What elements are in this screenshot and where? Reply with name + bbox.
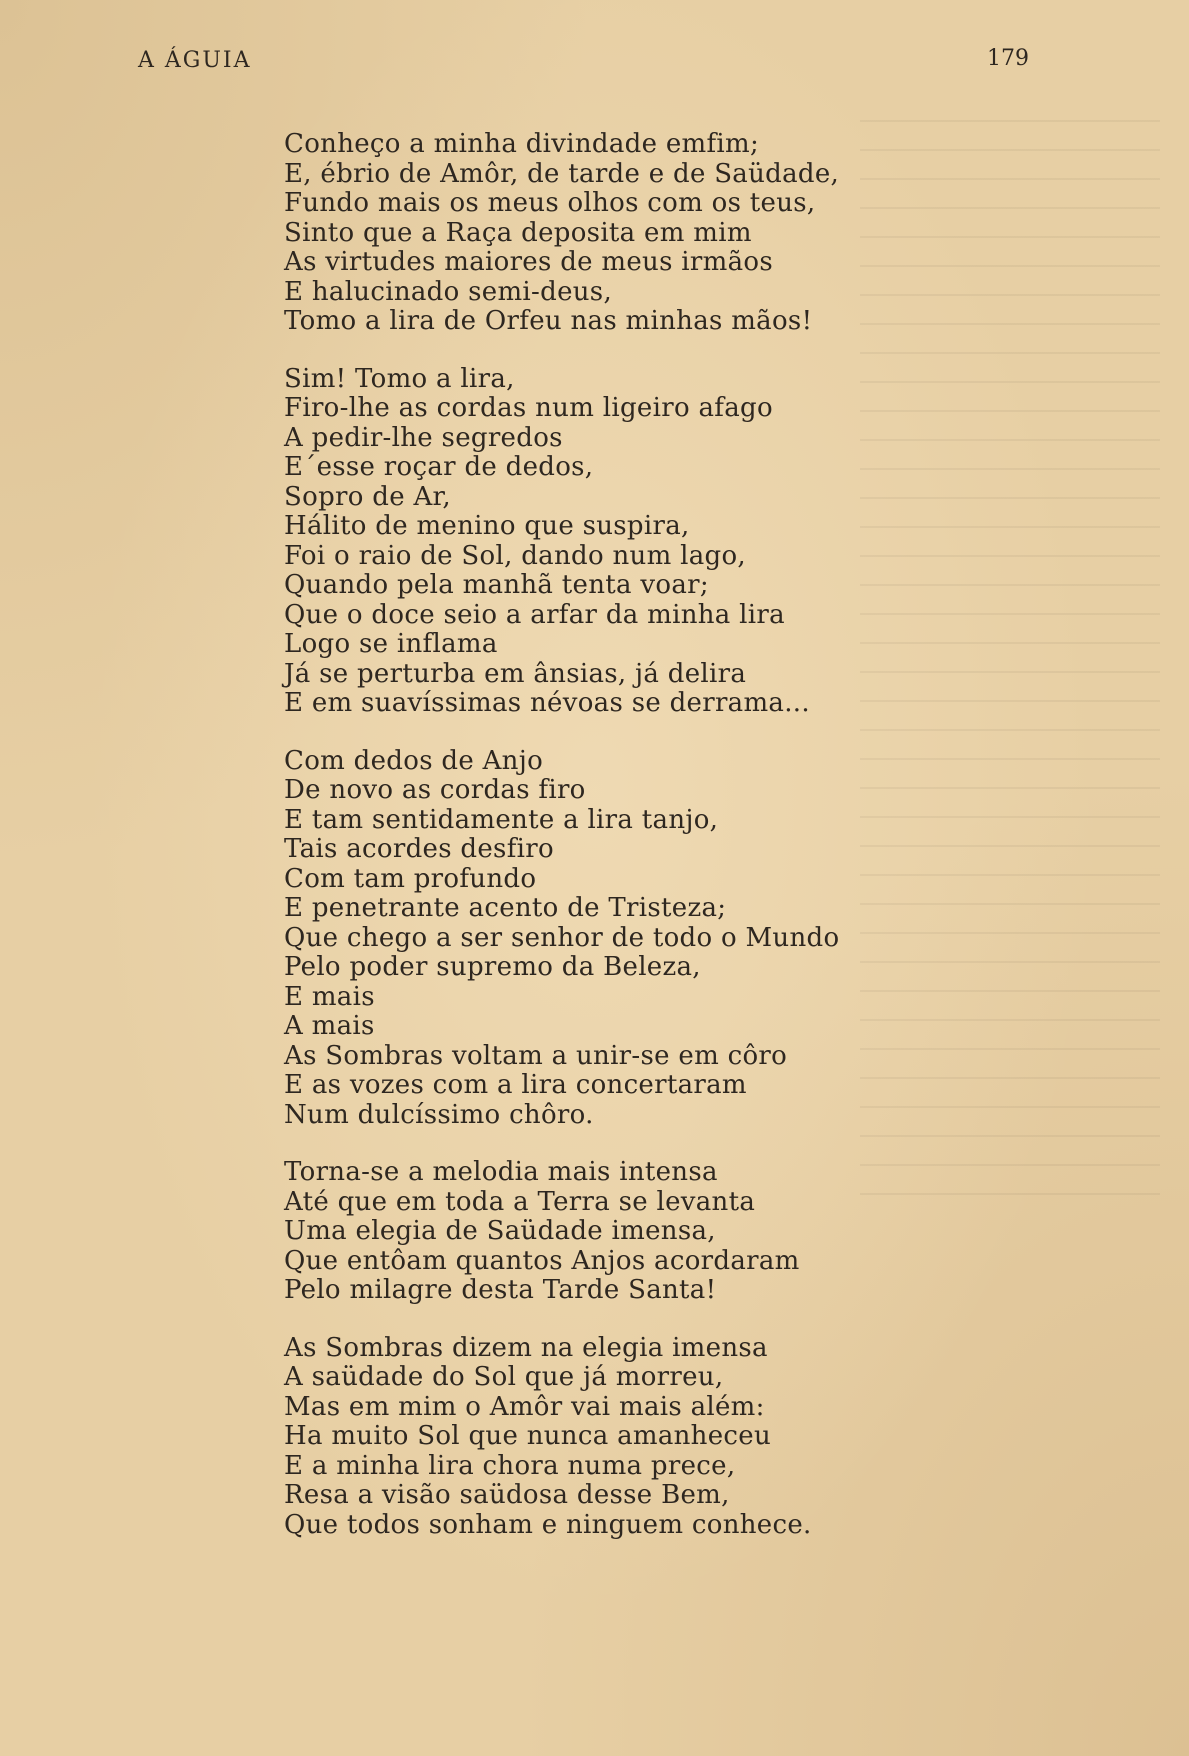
poem-line: De novo as cordas firo [284, 775, 586, 805]
poem-line: Que todos sonham e ninguem conhece. [284, 1509, 812, 1540]
poem-line: A mais [284, 1011, 375, 1041]
poem-line: Conheço a minha divindade emfim; [284, 129, 760, 159]
poem-line: E em suavíssimas névoas se derrama... [284, 688, 810, 718]
poem-line: Firo-lhe as cordas num ligeiro afago [284, 393, 773, 423]
poem-line: Que chego a ser senhor de todo o Mundo [284, 922, 840, 953]
poem-line: Uma elegia de Saüdade imensa, [284, 1216, 716, 1246]
poem-line: Que entôam quantos Anjos acordaram [284, 1245, 800, 1276]
poem-line: Foi o raio de Sol, dando num lago, [284, 540, 746, 571]
poem-line: As Sombras dizem na elegia imensa [284, 1332, 768, 1363]
poem-line: E as vozes com a lira concertaram [284, 1070, 747, 1100]
poem-line: As Sombras voltam a unir-se em côro [284, 1040, 788, 1071]
poem-line: As virtudes maiores de meus irmãos [284, 247, 773, 277]
stanza-2 [284, 365, 1004, 719]
poem-line: Sim! Tomo a lira, [284, 363, 515, 394]
poem-line: E mais [284, 981, 375, 1012]
poem-line: E´esse roçar de dedos, [284, 452, 594, 482]
poem-line: E tam sentidamente a lira tanjo, [284, 804, 719, 835]
poem-line: Com dedos de Anjo [284, 745, 544, 776]
poem-line: A pedir-lhe segredos [284, 422, 563, 453]
poem-line: Que o doce seio a arfar da minha lira [284, 599, 785, 630]
stanza-5 [284, 1334, 1004, 1541]
poem-line: Sopro de Ar, [284, 481, 451, 512]
poem-line: E, ébrio de Amôr, de tarde e de Saüdade, [284, 158, 840, 189]
poem-line: Torna-se a melodia mais intensa [284, 1157, 718, 1187]
poem-line: A saüdade do Sol que já morreu, [284, 1362, 724, 1392]
poem-line: Fundo mais os meus olhos com os teus, [284, 188, 816, 218]
poem-line: Hálito de menino que suspira, [284, 511, 690, 541]
stanza-3 [284, 747, 1004, 1131]
poem-line: Quando pela manhã tenta voar; [284, 570, 709, 600]
poem-line: Até que em toda a Terra se levanta [284, 1186, 756, 1217]
page-number: 179 [987, 46, 1029, 71]
running-title: A ÁGUIA [138, 48, 252, 73]
poem-line: Já se perturba em ânsias, já delira [284, 658, 747, 689]
poem-line: Sinto que a Raça deposita em mim [284, 217, 752, 248]
poem-line: Pelo poder supremo da Beleza, [284, 952, 701, 982]
poem-line: E halucinado semi-deus, [284, 276, 613, 307]
poem-line: Mas em mim o Amôr vai mais além: [284, 1391, 765, 1422]
poem-line: Num dulcíssimo chôro. [284, 1099, 594, 1130]
poem-line: Ha muito Sol que nunca amanheceu [284, 1421, 771, 1451]
poem-line: Logo se inflama [284, 629, 498, 659]
stanza-4 [284, 1158, 1004, 1306]
poem-line: E penetrante acento de Tristeza; [284, 893, 727, 923]
poem-line: Pelo milagre desta Tarde Santa! [284, 1275, 717, 1305]
poem-line: Com tam profundo [284, 863, 537, 894]
poem [284, 130, 1004, 1568]
poem-line: Resa a visão saüdosa desse Bem, [284, 1480, 730, 1510]
poem-line: Tais acordes desfiro [284, 834, 554, 864]
poem-line: Tomo a lira de Orfeu nas minhas mãos! [284, 306, 813, 336]
poem-line: E a minha lira chora numa prece, [284, 1450, 736, 1481]
stanza-1 [284, 130, 1004, 337]
